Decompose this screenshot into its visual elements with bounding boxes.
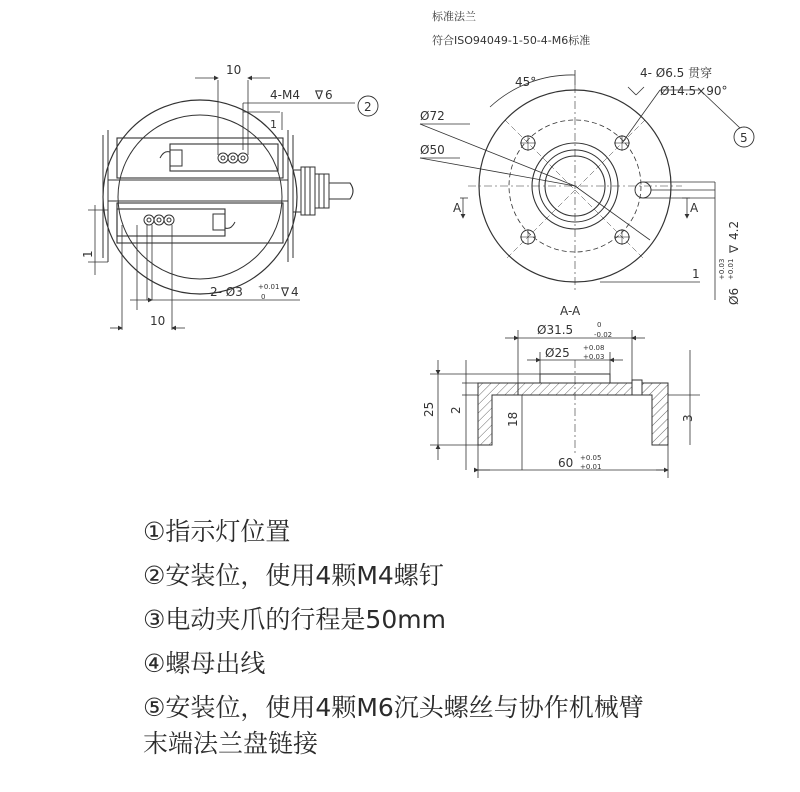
angle-45: 45° <box>515 75 537 89</box>
dim-18: 18 <box>506 411 520 427</box>
dia-6: Ø6 <box>727 287 741 305</box>
dia-31-5: Ø31.5 <box>537 323 574 337</box>
dim-60-tol-upper: +0.05 <box>580 454 602 462</box>
dim-60-tol-lower: +0.01 <box>580 463 602 471</box>
dia-25-tol-lower: +0.03 <box>583 353 605 361</box>
pin-depth: 4 <box>291 285 299 299</box>
marker-5: 5 <box>740 131 748 145</box>
legend <box>143 510 783 762</box>
dia-72: Ø72 <box>420 109 445 123</box>
dim-1: 1 <box>692 267 700 281</box>
dim-2: 2 <box>449 406 463 414</box>
thread-depth: 6 <box>325 88 333 102</box>
dia-50: Ø50 <box>420 143 445 157</box>
dim-top-10: 10 <box>226 63 242 77</box>
dia-25: Ø25 <box>545 346 570 360</box>
dim-25: 25 <box>422 401 436 417</box>
countersink: Ø14.5×90° <box>660 84 728 98</box>
hole-callout: 4- Ø6.5 贯穿 <box>640 66 713 80</box>
legend-item-4: ④螺母出线 <box>143 649 266 678</box>
pin-callout: 2- Ø3 <box>210 285 243 299</box>
pin-tol-upper: +0.01 <box>258 283 280 291</box>
legend-item-2: ②安装位，使用4颗M4螺钉 <box>143 561 444 590</box>
depth-icon: ∇ <box>727 244 741 253</box>
gripper-top-view <box>103 100 353 294</box>
flange-face-labels <box>420 65 754 305</box>
legend-item-3: ③电动夹爪的行程是50mm <box>143 605 446 634</box>
section-a-left: A <box>453 201 462 215</box>
section-view <box>422 304 700 478</box>
thread-callout: 4-M4 <box>270 88 300 102</box>
flange-title: 标准法兰 <box>432 10 476 23</box>
flange-standard: 符合ISO94049-1-50-4-M6标准 <box>432 34 591 47</box>
dia-31-5-tol-upper: 0 <box>597 321 602 329</box>
marker-2: 2 <box>364 100 372 114</box>
dia-6-tol-lower: +0.01 <box>727 258 735 280</box>
legend-item-5: ⑤安装位，使用4颗M6沉头螺丝与协作机械臂末端法兰盘链接 <box>143 693 644 758</box>
flange-face-view <box>468 85 682 290</box>
dim-side-1: 1 <box>81 250 95 258</box>
legend-item-1: ①指示灯位置 <box>143 517 291 546</box>
section-title: A-A <box>560 304 581 318</box>
section-a-right: A <box>690 201 699 215</box>
dia-31-5-tol-lower: -0.02 <box>594 331 613 339</box>
pin-depth-icon: ∇ <box>281 285 290 299</box>
thread-depth-icon: ∇ <box>315 88 324 102</box>
dim-bottom-10: 10 <box>150 314 166 328</box>
section-pin <box>632 380 642 395</box>
dia-25-tol-upper: +0.08 <box>583 344 605 352</box>
dim-3: 3 <box>681 414 695 422</box>
dim-top-small-1: 1 <box>270 118 277 131</box>
dia-6-tol-upper: +0.03 <box>718 258 726 280</box>
pin-tol-lower: 0 <box>261 293 266 301</box>
dim-4-2: 4.2 <box>727 220 741 240</box>
dim-60: 60 <box>558 456 574 470</box>
